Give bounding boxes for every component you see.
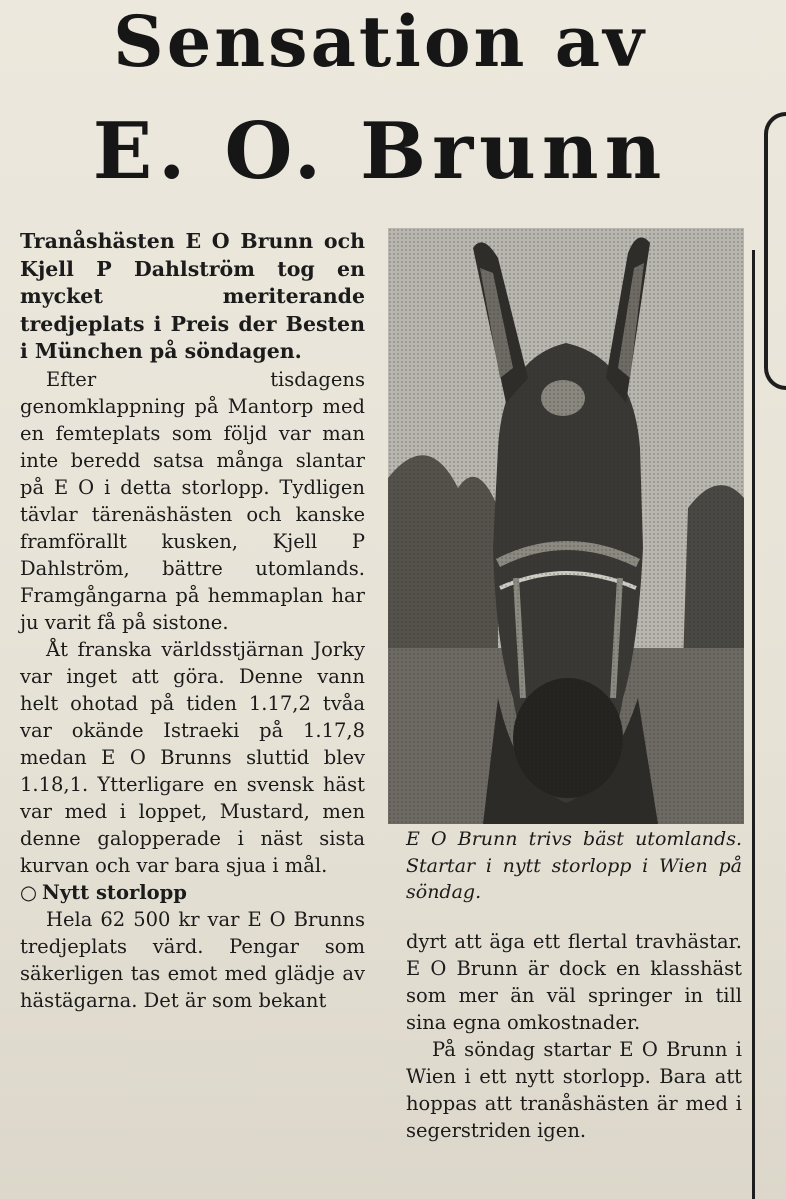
article-lead: Tranåshästen E O Brunn och Kjell P Dahlström tog en mycket meriterande tredjeplats i Preis der Besten i München på söndagen. <box>20 229 365 363</box>
photo-caption: E O Brunn trivs bäst utomlands. Startar i nytt storlopp i Wien på söndag. <box>406 828 742 903</box>
article-paragraph-1: Efter tisdagens genomklappning på Mantorp med en femteplats som följd var man inte beredd satsa många slantar på E O i detta storlopp. Tydligen tävlar tärenäshästen och kanske framförallt kusken, Kjell P Dahlström, bättre utomlands. Framgångarna på hemmaplan har ju varit få på sistone. <box>20 367 365 634</box>
horse-head-image <box>388 228 744 824</box>
article-paragraph-3-continued: dyrt att äga ett flertal travhästar. E O Brunn är dock en klasshäst som mer än väl springer in till sina egna omkostnader. <box>406 930 742 1034</box>
column-divider <box>752 250 755 1199</box>
article-column-left <box>20 228 365 1014</box>
horse-photo <box>388 228 744 824</box>
article-column-right <box>406 928 742 1144</box>
article-paragraph-4: På söndag startar E O Brunn i Wien i ett nytt storlopp. Bara att hoppas att tranåshästen är med i segerstriden igen. <box>406 1038 742 1142</box>
article-paragraph-3: Hela 62 500 kr var E O Brunns tredjeplats värd. Pengar som säkerligen tas emot med glädje av hästägarna. Det är som bekant <box>20 907 365 1012</box>
article-paragraph-2: Åt franska världsstjärnan Jorky var inget att göra. Denne vann helt ohotad på tiden 1.17,2 tvåa var okände Istraeki på 1.17,8 medan E O Brunns sluttid blev 1.18,1. Ytterligare en svensk häst var med i loppet, Mustard, men denne galopperade i näst sista kurvan och var bara sjua i mål. <box>20 637 365 877</box>
headline-line-2: E. O. Brunn <box>92 106 668 197</box>
adjacent-box-border <box>764 112 786 390</box>
bullet-icon: ○ <box>20 880 38 904</box>
headline-line-1: Sensation av <box>113 0 647 83</box>
subheading-text: Nytt storlopp <box>42 880 187 904</box>
article-subheading <box>20 879 365 906</box>
